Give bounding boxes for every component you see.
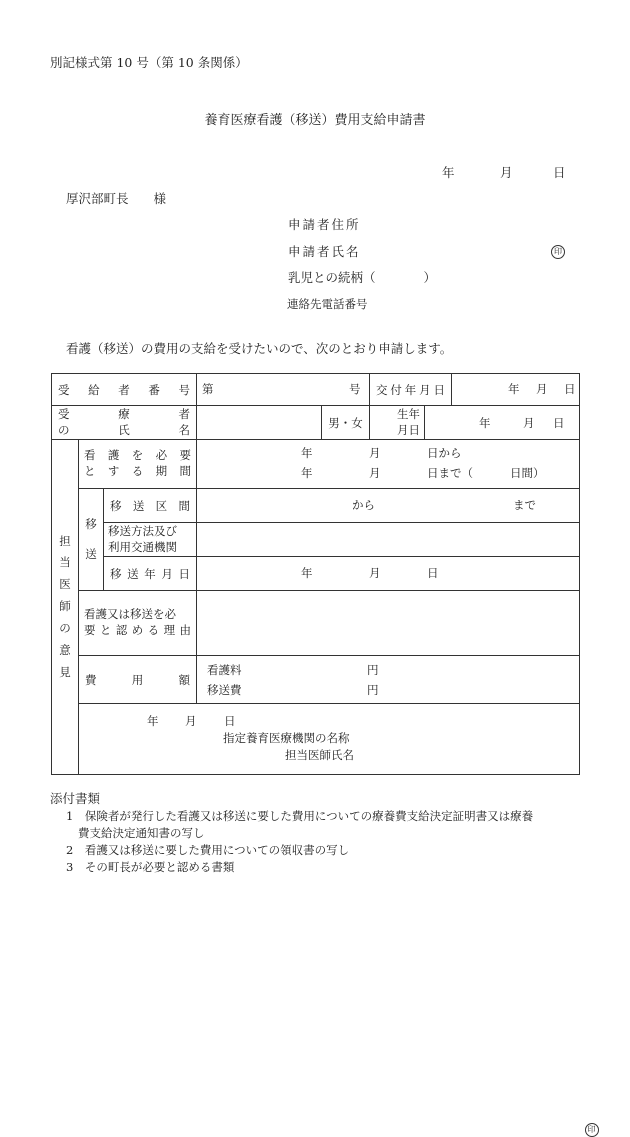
- to-place: まで: [513, 498, 536, 512]
- attachment-item: 3 その町長が必要と認める書類: [66, 860, 235, 874]
- form-title: 養育医療看護（移送）費用支給申請書: [204, 113, 426, 128]
- recipient-number-label: 受給者番号: [52, 374, 197, 406]
- birth-date-label: 生年 月日: [370, 406, 425, 440]
- from-place: から: [352, 498, 375, 512]
- issue-date-field[interactable]: [452, 374, 580, 406]
- intro-text: 看護（移送）の費用の支給を受けたいので、次のとおり申請します。: [66, 341, 453, 356]
- form-number: 別記様式第 10 号（第 10 条関係）: [50, 55, 248, 70]
- transport-section-field[interactable]: [197, 489, 580, 523]
- birth-date-field[interactable]: [425, 406, 580, 440]
- nursing-period-label: 看護を必要 とする期間: [79, 440, 197, 489]
- number-suffix: 号: [349, 382, 361, 396]
- period-from: 日から: [427, 446, 462, 460]
- birth-day: 日: [553, 416, 565, 430]
- transport-method-field[interactable]: [197, 523, 580, 557]
- phone-field[interactable]: 連絡先電話番号: [287, 297, 368, 311]
- transport-section-label: 移送区間: [104, 489, 197, 523]
- attachment-item: 1 保険者が発行した看護又は移送に要した費用についての療養費支給決定証明書又は療養: [66, 809, 534, 823]
- relation-label: 乳児との続柄（: [288, 270, 376, 285]
- cost-field[interactable]: 看護料 円 移送費 円: [197, 656, 580, 704]
- transport-date-field[interactable]: 年 月 日: [197, 557, 580, 591]
- issue-day: 日: [564, 382, 576, 396]
- recipient-number-field[interactable]: [197, 374, 370, 406]
- application-date-month[interactable]: 月: [500, 165, 513, 180]
- nursing-fee-label: 看護料: [207, 663, 242, 677]
- period-until: 日まで（: [427, 466, 473, 480]
- issue-date-label: 交付年月日: [370, 374, 452, 406]
- sex-selector[interactable]: 男・女: [322, 406, 370, 440]
- doctor-name-label: 担当医師氏名: [285, 748, 354, 762]
- reason-label: 看護又は移送を必 要と認める理由: [79, 591, 197, 656]
- doctor-signature-field[interactable]: 年 月 日 指定養育医療機関の名称 担当医師氏名 印: [79, 704, 580, 775]
- number-prefix: 第: [202, 382, 214, 396]
- applicant-name-field[interactable]: 申請者氏名: [288, 244, 361, 259]
- patient-name-field[interactable]: [197, 406, 322, 440]
- seal-icon: 印: [585, 1123, 599, 1137]
- attachment-item-continued: 費支給決定通知書の写し: [78, 826, 205, 840]
- patient-name-label: 受 療 者 の 氏 名: [52, 406, 197, 440]
- relation-close: ）: [423, 270, 436, 285]
- cost-label: 費 用 額: [79, 656, 197, 704]
- birth-year: 年: [479, 416, 491, 430]
- application-date-year[interactable]: 年: [442, 165, 455, 180]
- attachments-title: 添付書類: [50, 791, 101, 806]
- doctor-opinion-label: 担 当 医 師 の 意 見: [52, 440, 79, 775]
- application-date-day[interactable]: 日: [553, 165, 566, 180]
- seal-icon: 印: [551, 245, 565, 259]
- period-days: 日間）: [510, 466, 545, 480]
- transport-label: 移 送: [79, 489, 104, 591]
- birth-month: 月: [523, 416, 535, 430]
- reason-field[interactable]: [197, 591, 580, 656]
- relation-field[interactable]: [288, 272, 436, 285]
- addressee: 厚沢部町長 様: [66, 191, 167, 206]
- institution-name-label: 指定養育医療機関の名称: [223, 731, 350, 745]
- applicant-address-field[interactable]: 申請者住所: [288, 217, 361, 232]
- transport-fee-label: 移送費: [207, 683, 242, 697]
- transport-date-label: 移送年月日: [104, 557, 197, 591]
- attachment-item: 2 看護又は移送に要した費用についての領収書の写し: [66, 843, 350, 857]
- issue-year: 年: [508, 382, 520, 396]
- issue-month: 月: [536, 382, 548, 396]
- transport-method-label: 移送方法及び 利用交通機関: [104, 523, 197, 557]
- nursing-period-field[interactable]: 年 月 日から 年 月 日まで（ 日間）: [197, 440, 580, 489]
